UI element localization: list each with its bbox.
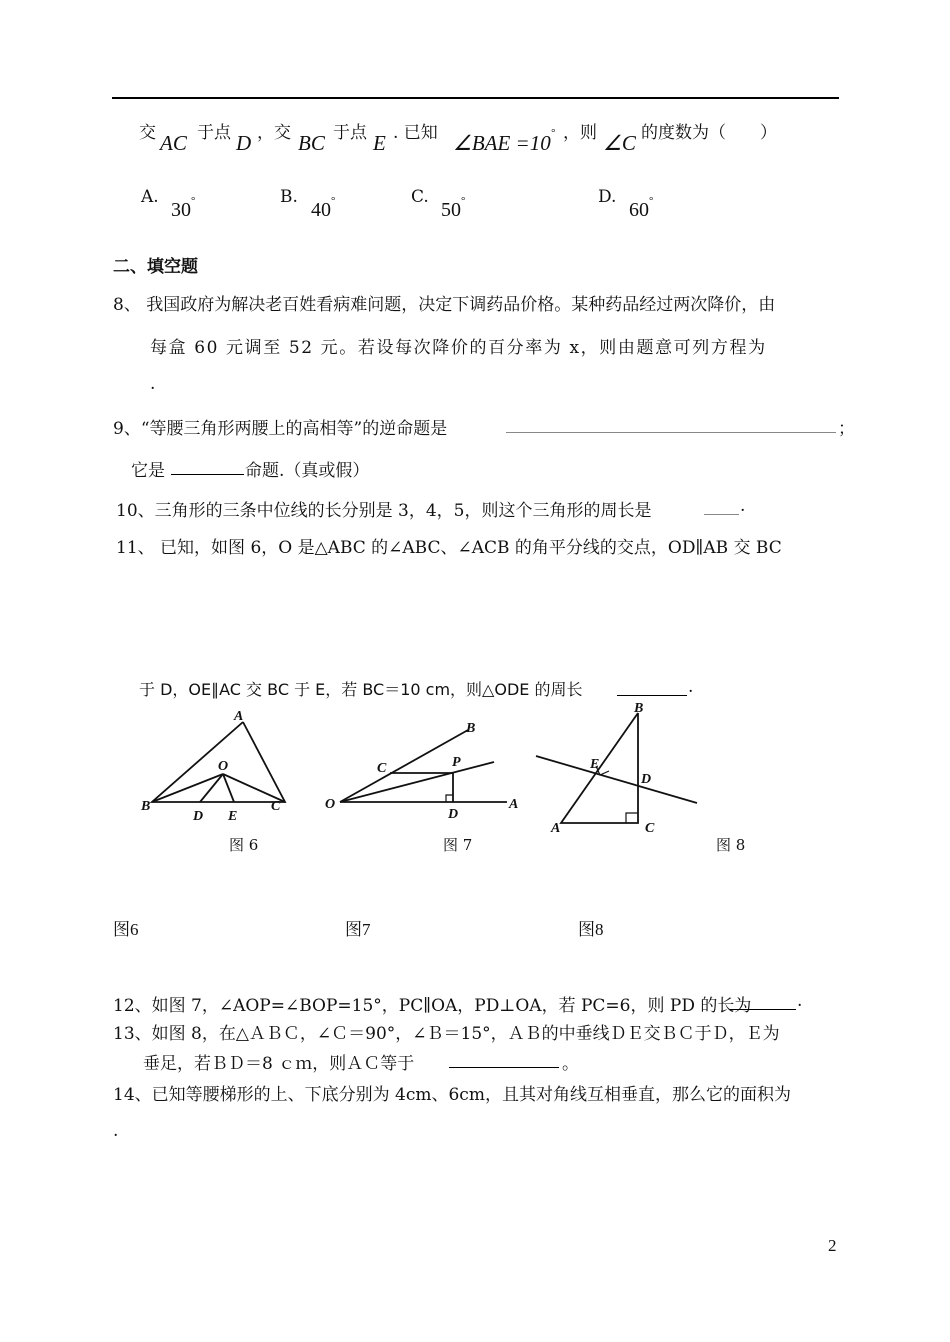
header-rule <box>112 97 839 99</box>
q10-blank[interactable] <box>704 496 739 519</box>
q7-angle <box>453 127 556 156</box>
q7-text-4: 于点 <box>333 123 367 143</box>
fig7-label-b: B <box>466 721 476 736</box>
q13-blank[interactable] <box>449 1049 559 1072</box>
q11-blank[interactable] <box>617 677 687 700</box>
q7-angle-c: ∠C <box>603 131 636 155</box>
q7-text-7: 的度数为（ ） <box>641 123 777 143</box>
fig8-caption: 图 8 <box>716 836 746 854</box>
option-c-letter: C. <box>411 187 429 207</box>
fig7-label-o: O <box>325 797 336 812</box>
q9-blank-2[interactable] <box>171 456 244 479</box>
q9-line2-a: 它是 <box>131 461 165 481</box>
fig7-label-c: C <box>377 761 387 776</box>
fig6-label-o: O <box>218 759 229 774</box>
q7-e: E <box>373 131 386 155</box>
q11-end: . <box>688 677 694 697</box>
q14-line1: 14、已知等腰梯形的上、下底分别为 4cm、6cm，且其对角线互相垂直，那么它的面积为 <box>113 1085 791 1105</box>
q10-end: . <box>740 496 746 516</box>
q9-line2-b: 命题.（真或假） <box>245 461 370 481</box>
option-a-letter: A. <box>141 187 159 207</box>
fig7-caption: 图 7 <box>443 836 473 854</box>
figure-7 <box>340 730 507 802</box>
degree-sign: ° <box>550 127 556 139</box>
page-number: 2 <box>828 1236 837 1255</box>
fig6-label-e: E <box>228 809 238 824</box>
caption-fig7: 图7 <box>345 920 371 939</box>
fig6-label-c: C <box>271 799 281 814</box>
q7-d: D <box>236 131 252 155</box>
fig7-label-d: D <box>448 807 459 822</box>
fig8-label-a: A <box>551 821 561 836</box>
section-title: 二、填空题 <box>113 257 198 277</box>
q7-angle-text: ∠BAE =10 <box>453 131 551 155</box>
q10-text: 10、三角形的三条中位线的长分别是 3，4，5，则这个三角形的周长是 <box>116 501 652 521</box>
fig8-label-e: E <box>590 757 600 772</box>
q9-semicolon: ； <box>838 419 855 439</box>
option-a-value: 30° <box>171 195 196 221</box>
q11-line2: 于 D，OE∥AC 交 BC 于 E，若 BC＝10 cm，则△ODE 的周长 <box>139 680 583 699</box>
q12-end: . <box>797 991 803 1011</box>
fig8-label-b: B <box>634 701 644 716</box>
fig7-label-a: A <box>509 797 519 812</box>
q8-line1: 8、 我国政府为解决老百姓看病难问题，决定下调药品价格。某种药品经过两次降价，由 <box>113 295 776 315</box>
fig6-label-d: D <box>193 809 204 824</box>
caption-fig6: 图6 <box>113 920 139 939</box>
q8-line2: 每盒 60 元调至 52 元。若设每次降价的百分率为 x，则由题意可列方程为 <box>150 338 767 358</box>
q7-text-2: 于点 <box>197 123 231 143</box>
q9-line1: 9、“等腰三角形两腰上的高相等”的逆命题是 <box>113 419 448 439</box>
fig7-label-p: P <box>452 755 461 770</box>
q14-line2: . <box>113 1121 119 1141</box>
q7-text-5: . 已知 <box>393 123 438 143</box>
q11-line1: 11、 已知，如图 6，O 是△ABC 的∠ABC、∠ACB 的角平分线的交点，OD∥AB 交 BC <box>116 538 782 558</box>
q13-line1: 13、如图 8，在△ＡＢＣ，∠Ｃ＝90°，∠Ｂ＝15°，ＡＢ的中垂线ＤＥ交ＢＣ于Ｄ，Ｅ为 <box>113 1024 780 1044</box>
option-b-letter: B. <box>280 187 298 207</box>
fig8-label-c: C <box>645 821 655 836</box>
q9-blank-1[interactable] <box>506 414 836 437</box>
q7-text-1: 交 <box>139 123 156 143</box>
q13-line2-a: 垂足，若ＢＤ＝8 ｃｍ，则ＡＣ等于 <box>143 1054 415 1074</box>
option-b-value: 40° <box>311 195 336 221</box>
fig6-caption: 图 6 <box>229 836 259 854</box>
geometry-figures <box>130 700 770 865</box>
q12-blank[interactable] <box>730 991 796 1014</box>
q7-text-6: ，则 <box>563 123 597 143</box>
option-d-value: 60° <box>629 195 654 221</box>
option-d-letter: D. <box>598 187 617 207</box>
q7-text-3: ，交 <box>257 123 291 143</box>
q8-line3: . <box>150 374 156 394</box>
fig6-label-a: A <box>234 709 244 724</box>
figure-8 <box>536 713 697 823</box>
q7-ac: AC <box>160 131 187 155</box>
fig8-label-d: D <box>641 772 652 787</box>
q7-bc: BC <box>298 131 325 155</box>
caption-fig8: 图8 <box>578 920 604 939</box>
option-c-value: 50° <box>441 195 466 221</box>
q13-end: 。 <box>562 1054 579 1074</box>
fig6-label-b: B <box>141 799 151 814</box>
q12-text: 12、如图 7，∠AOP=∠BOP=15°，PC∥OA，PD⊥OA，若 PC=6，则 PD 的长为 <box>113 996 752 1016</box>
